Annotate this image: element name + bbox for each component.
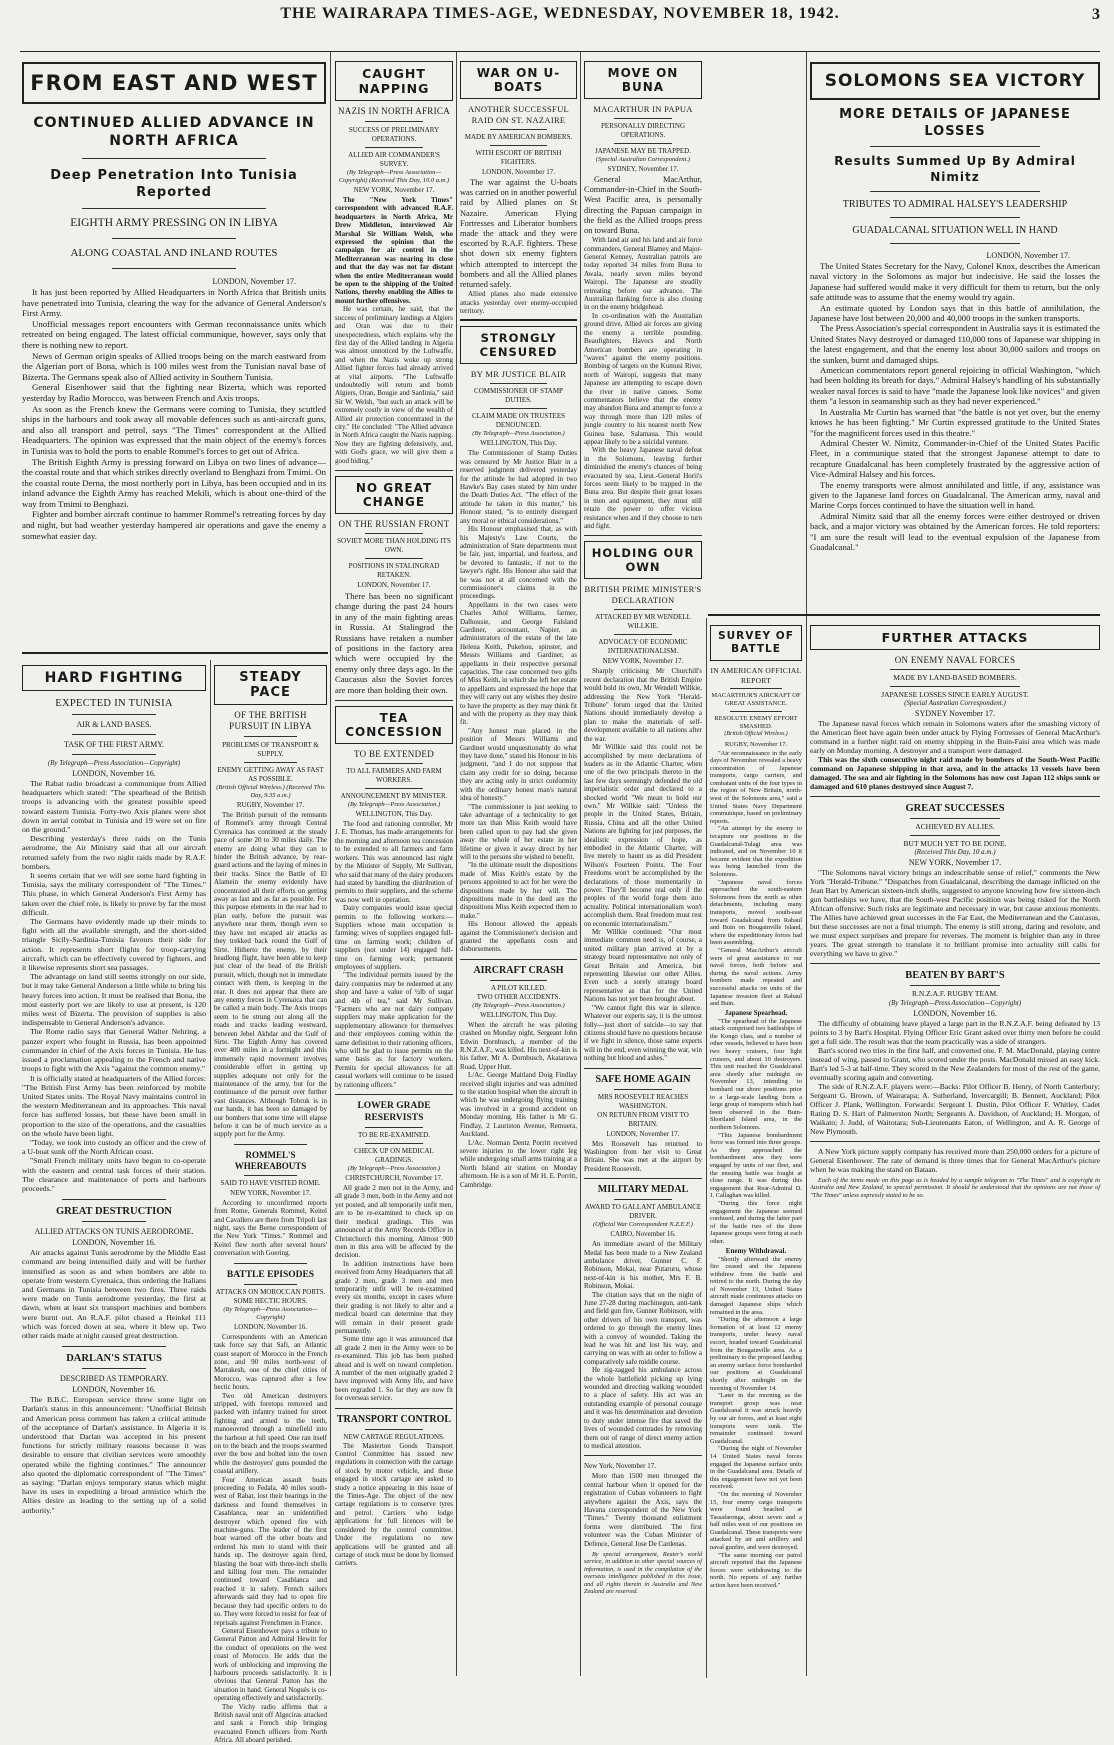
divider xyxy=(730,688,782,689)
deck: WITH ESCORT OF BRITISH FIGHTERS. xyxy=(475,149,562,166)
divider xyxy=(490,383,547,384)
headline-battle-episodes: BATTLE EPISODES xyxy=(226,1269,315,1280)
headline-military-medal: MILITARY MEDAL xyxy=(597,1184,689,1196)
divider xyxy=(730,711,782,712)
divider xyxy=(72,714,156,715)
divider xyxy=(72,754,156,755)
subhead-japanese-spearhead: Japanese Spearhead. xyxy=(724,1008,788,1017)
paragraph: "The individual permits issued by the dairy companies may be redeemed at any shop and have a value of ½lb of sugar and 4lb of tea," said Mr Sullivan. "Farmers who are not dairy company suppliers may make application for the supplementary allowance for themselves and their employees coming within the same definition to their rationing officers, who will be glad to issue permits on the same basis as for factory workers. Permits for special allowances for all casual workers will continue to be issued by rationing officers." xyxy=(335,971,453,1089)
paragraph: Four American assault boats proceeding to Fedala, 40 miles south-west of Rabat, lost their bearings in the darkness and found themselves in Casablanca, near an unidentified destroyer which opened fire with machine-guns. The leader of the first boat warned off the other boats and ordered his men to stand with their hands up. The destroyer again fired, blasting the boat with three-inch shells and killing four men. The remainder continued toward Casablanca and reached it in safety. French sailors afterwards said they had to open fire because they had specific orders to do so. They were forced to resist for fear of reprisals against Frenchmen in France. xyxy=(214,1475,327,1627)
divider xyxy=(82,1221,146,1222)
headline-safe-home-again: SAFE HOME AGAIN xyxy=(595,1073,691,1085)
paragraph: The United States Secretary for the Navy, Colonel Knox, describes the American naval victory in the Solomons as major but indecisive. He said the losses the Japanese had suffered would make it very difficult for them to return, but the only safe attitude was to assume that the enemy would try again. xyxy=(810,261,1100,303)
deck: EXPECTED IN TUNISIA xyxy=(55,698,173,709)
paragraph: The advantage on land still seems strongly on our side, but it may take General Anderson a little while to bring his heavy forces into action. It must be realised that Bona, the most easterly port we are likely to use at present, is 120 miles west of Bizerta. The provision of supplies is also indispensable to General Anderson's advance. xyxy=(22,972,206,1028)
headline-caught-napping: CAUGHT NAPPING xyxy=(335,61,453,101)
paragraph: Appellants in the two cases were Charles Athol Williams, farmer, Dalhousie, and George Falsland Gardiner, accountant, Napier, as administrators of the estate of the late Helena Keith, Pukehou, spinster, and Messrs Williams and Gardiner, as appellants in their respective personal capacities. The case concerned two gifts of Miss Keith, in which she left her estate to appellants and expressed the hope that they will carry out any wishes they desire to have the property as they may think fit and with the property as they may think fit. xyxy=(460,600,577,727)
divider xyxy=(810,796,1100,797)
paragraph: The British pursuit of the remnants of Rommel's army through Central Cyrenaica has continued at the steady pace of some 20 to 30 miles daily. The enemy are doing what they can to hinder the British advance, by rear-guard actions and the laying of mines in their tracks. Since the Battle of El Alamein the enemy evidently have concentrated all their efforts on getting away as fast and as far as possible. For this purpose elements in the rear had to plan early, before the pursuit was anywhere near them, though even so they have not escaped air attacks as they trekked back round the Gulf of Sirte. Hitherto the enemy, by their headlong flight, have been able to keep just clear of the head of the British pursuit, which, though not in immediate contact with them, is keeping in the rear. It does not appear that there are any enemy forces in Cyrenaica that can be called a main body. The Axis troops seem to be strung out along all the roads and tracks leading westward, between Jebel Akhdar and the Gulf of Sirte. The Eighth Army has covered over 400 miles in a fortnight and this immensely rapid movement involves considerable effort in getting up supplies adequate not only for the maintenance of the army, but for the continuance of the pursuit over further vast distances. Although Tobruk is in our hands, it has been so damaged by our bombers that some time will elapse before it can be of much service as a supply port for the Army. xyxy=(214,811,327,1139)
divider xyxy=(910,985,1000,986)
dateline: SYDNEY, November 17. xyxy=(607,165,679,173)
headline-holding-our-own: HOLDING OUR OWN xyxy=(584,541,702,579)
column-rule xyxy=(706,618,707,1678)
dateline: LONDON, November 16. xyxy=(913,1008,997,1018)
paragraph: "Any honest man placed in the position of Messrs Williams and Gardiner would unquestionably do what they have done," stated his Honour in his judgment, "and I do not suppose that claim any credit for so doing, because they are acting only in strict conformity with the ordinary honest man's natural idea of honesty." xyxy=(460,726,577,803)
paragraph: Air attacks against Tunis aerodrome by the Middle East command are being intensified daily and will be further intensified as soon as and when bombers are able to operate from western Cyrenaica, thus ordering the Italians and Germans in Tunisia between two fires. Three raids were made on Tunis aerodrome yesterday, the first at dawn, when at least six transport machines and bombers were burnt out. An R.A.F. pilot chased a Heinkel 111 which was forced down at sea, where it blew up. Two other raids made at night caused great destruction. xyxy=(22,1248,206,1340)
headline-hard-fighting: HARD FIGHTING xyxy=(22,665,206,691)
deck: BRITISH PRIME MINISTER'S DECLARATION xyxy=(584,584,702,606)
divider xyxy=(584,1455,702,1456)
divider xyxy=(82,208,266,209)
paragraph: The Masterton Goods Transport Control Committee has issued new regulations in connection with the cartage of stock by motor vehicle, and those engaged in stock cartage are asked to study a notice appearing in this issue of the Times-Age. The object of the new cartage regulations is to conserve tyres and petrol. Carriers who lodge applications for full licences will be considered by the control committee. Under the regulations no new applications will be granted and all cartage of stock must be done by licensed carriers. xyxy=(335,1441,453,1568)
story-war-on-uboats xyxy=(460,56,577,1678)
divider xyxy=(244,1175,297,1176)
divider xyxy=(62,1346,166,1347)
paragraph: News of German origin speaks of Allied troops being on the march eastward from the Algerian port of Bona, which is 100 miles west from the Tunisian naval base of Bizerta. The Germans speak also of Allied activity in Southern Tunisia. xyxy=(22,350,326,382)
dateline: NEW YORK, November 17. xyxy=(230,1188,311,1197)
deck-guadalcanal: GUADALCANAL SITUATION WELL IN HAND xyxy=(852,225,1058,236)
paragraph: Dairy companies would issue special permits to the following workers:—Suppliers whose main occupation is farming; wives of suppliers engaged full-time on farming work; children of suppliers (not under 14) engaged full-time on farming work; permanent employees of suppliers. xyxy=(335,904,453,971)
dateline: WELLINGTON, This Day. xyxy=(480,1010,557,1019)
credit: (By Telegraph—Press Association.) xyxy=(472,430,565,438)
divider xyxy=(365,558,423,559)
divider xyxy=(490,408,547,409)
dateline: RUGBY, November 17. xyxy=(724,740,788,748)
column-rule xyxy=(580,52,581,1676)
deck: ATTACKED BY MR WENDELL WILLKIE. xyxy=(595,613,691,631)
paragraph: He zig-zagged his ambulance across the whole battlefield picking up lying wounded and directing walking wounded to a place of safety. His act was an outstanding example of personal courage and it was his determination and devotion to duty under intense fire that saved the lives of wounded comrades by removing them out of range of direct enemy action to medical attention. xyxy=(584,1366,702,1450)
divider xyxy=(335,470,453,471)
divider xyxy=(365,788,423,789)
credit: (Received This Day, 10 a.m.) xyxy=(914,848,996,856)
headline-rommels-whereabouts: ROMMEL'S WHEREABOUTS xyxy=(234,1149,307,1171)
paragraph: In co-ordination with the Australian ground drive, Allied air forces are giving the enemy a terrible pounding. Beaufighters, Havocs and North American bombers are operating in "waves" against the enemy positions. Bombing of targets on the Kumusi River, north of Wairopi, suggests that many Japanese are attempting to escape down the river in native canoes. Some commentators believe that the enemy may abandon Buna and attempt to force a way through more than 120 miles of jungle country to his nearest north New Guinea base, Salamaua. This would appear likely to be a suicidal venture. xyxy=(584,311,702,446)
deck: TO ALL FARMERS AND FARM WORKERS. xyxy=(346,767,442,785)
deck: NAZIS IN NORTH AFRICA xyxy=(337,106,450,116)
divider xyxy=(365,1143,423,1144)
paragraph: "On the morning of November 15, four enemy cargo transports were found beached at Tassafaronga, about seven and a half miles west of our positions on Guadalcanal. These transports were attacked by air and artillery and naval gunfire, and were destroyed. xyxy=(710,1490,802,1552)
divider xyxy=(614,143,672,144)
paragraph: "The same morning our patrol aircraft reported that the Japanese forces were withdrawing to the north. No reports of any further action have been received." xyxy=(710,1551,802,1590)
story-further-attacks xyxy=(810,620,1100,1678)
credit: (Special Australian Correspondent.) xyxy=(904,699,1006,707)
deck: TO BE RE-EXAMINED. xyxy=(357,1131,430,1140)
deck: MRS ROOSEVELT REACHES WASHINGTON. xyxy=(597,1092,689,1110)
paragraph: "During the afternoon a large formation of at least 12 enemy transports, under heavy naval escort, headed toward Guadalcanal from the Bougainville area. As a preliminary to the proposed landing an enemy surface force bombarded our positions at Guadalcanal shortly after midnight on the morning of November 14. xyxy=(710,1316,802,1392)
deck: SOVIET MORE THAN HOLDING ITS OWN. xyxy=(337,537,451,554)
paragraph: "General MacArthur's aircraft were of great assistance to our naval forces, both before and during the naval actions. Army bombers made repeated and successful attacks on units of the Japanese invasion fleet at Rabaul and Buin. xyxy=(710,946,802,1008)
story-solomons-sea-victory xyxy=(810,56,1100,616)
deck: SAID TO HAVE VISITED ROME. xyxy=(220,1178,321,1187)
dateline: SYDNEY November 17. xyxy=(915,709,995,718)
paragraph: The Germans have evidently made up their minds to fight with all the available strength, and the short-sided triangle Sicily-Sardinia-Tunisia favours their side for action. It represents short flights for troop-carrying aircraft, which can be effectively covered by fighters, and it likewise represents short sea passages. xyxy=(22,917,206,973)
divider xyxy=(244,1284,297,1285)
deck: ATTACKS ON MOROCCAN PORTS. xyxy=(215,1287,326,1296)
page-number: 3 xyxy=(1092,6,1100,23)
credit: (By Telegraph—Press Association—Copyright) (Received This Day, 10.0 a.m.) xyxy=(338,169,450,184)
deck: ON RETURN FROM VISIT TO BRITAIN. xyxy=(597,1110,689,1128)
headline-great-successes: GREAT SUCCESSES xyxy=(905,803,1005,814)
deck: ADVOCACY OF ECONOMIC INTERNATIONALISM. xyxy=(598,638,688,656)
divider xyxy=(234,1144,307,1145)
dateline: LONDON, November 17. xyxy=(606,1129,680,1138)
deck: TWO OTHER ACCIDENTS. xyxy=(476,992,561,1001)
divider xyxy=(584,535,702,536)
paragraph: "During the night of November 14 United States naval forces engaged the Japanese surface units in the Guadalcanal area. Details of this engagement have not yet been received. xyxy=(710,1445,802,1491)
story-survey-of-battle xyxy=(710,620,802,1678)
dateline: WELLINGTON, This Day. xyxy=(480,439,557,448)
paragraph: With land air and his land and air force commanders, General Blamey and Major-General Kenney, Australian patrols are today reported 34 miles from Buna to Awala, nearly seven miles beyond Wairopi. The Japanese are steadily retreating before our advance. The Australian flanking force is also closing in on the enemy bridgehead. xyxy=(584,236,702,312)
paragraph: "During this force night engagement the Japanese seemed confused, and during the latter part of the battle two of the three Japanese groups were firing at each other. xyxy=(710,1199,802,1245)
paragraph: The "New York Times" correspondent with advanced R.A.F. headquarters in North Africa, Mr Drew Middleton, interviewed Air Marshal Sir William Welsh, who expressed the opinion that the campaign for air control in the Mediterranean was nearing its close and that the day was not far distant when the entire Mediterranean would be open to the shipping of the United Nations, thereby enabling the Allies to mount further offensives. xyxy=(335,196,453,305)
paragraph: The British Eighth Army is pressing forward on Libya on two lines of advance—the coastal route and that which strikes directly overland to Benghazi from Tmimi. On the coastal route Derna, the most northerly port in Libya, has been occupied and in its inland advance the Eighth Army has reached Mekili, which is about one-third of the way from Tmimi to Benghazi. xyxy=(22,456,326,509)
paragraph: American commentators report general rejoicing in official Washington, "which had been holding its breath for days." Admiral Halsey's handling of his substantially weaker naval forces is said to have "made the Japanese look like novices" and given them "a lesson in seamanship such as they had never experienced." xyxy=(810,365,1100,407)
paragraph: In addition instructions have been received from Army Headquarters that all grade 2 men, grade 3 men and men temporarily unfit will be re-examined every six months, except in cases where their grading is not likely to alter and a medical board can determine that they will remain in their present grade permanently. xyxy=(335,1259,453,1335)
paragraph: As soon as the French knew the Germans were coming to Tunisia, they scuttled ships in the harbours and took away all movable defences such as anti-aircraft guns, and also all transport and petrol, says "The Times" correspondent at the Allied Headquarters. The opinion was expressed that the main object of the enemy's forces in Tunisia was to hold the ports to enable Rommel's forces to get out of Africa. xyxy=(22,403,326,456)
deck: PROBLEMS OF TRANSPORT & SUPPLY. xyxy=(222,741,319,758)
paragraph: The Rome radio says that General Walter Nehring, a panzer expert who fought in Russia, has been appointed commander in chief of the Axis forces in Tunisia. He has issued a proclamation appealing to the French and native troops to fight with the Axis "against the common enemy." xyxy=(22,1027,206,1074)
dateline: CAIRO, November 16. xyxy=(610,1230,676,1239)
divider xyxy=(365,1127,423,1128)
story-hard-fighting xyxy=(22,660,206,1678)
deck: ALLIED AIR COMMANDER'S SURVEY. xyxy=(348,151,440,168)
credit: (By Telegraph—Press Association—Copyright) xyxy=(888,998,1022,1007)
deck: TASK OF THE FIRST ARMY. xyxy=(63,740,165,749)
dateline: CHRISTCHURCH, November 17. xyxy=(345,1174,443,1183)
paragraph: Fighter and bomber aircraft continue to hammer Rommel's retreating forces by day and night, but bad weather yesterday hampered air operations and gave the enemy a somewhat easier day. xyxy=(22,509,326,541)
paragraph: "The spearhead of the Japanese attack comprised two battleships of the Kongo class, and a number of other vessels, believed to have been two heavy cruisers, four light cruisers, and about 10 destroyers. This unit reached the Guadalcanal area shortly after midnight on November 13, intending to bombard our shore positions prior to a large-scale landing from a large group of transports which had been observed in the Buin-Shortland Island area, in the northern Solomons. xyxy=(710,1017,802,1131)
paragraph: "This Japanese bombardment force was formed into three groups. As they approached the bombardment area they were engaged by units of our fleet, and the ensuing battle was fought at close range. It was during this engagement that Rear-Admiral D. J. Callaghan was killed. xyxy=(710,1131,802,1200)
divider xyxy=(490,129,547,130)
divider xyxy=(910,818,1000,819)
paragraph: It seems certain that we will see some hard fighting in Tunisia, says the military correspondent of "The Times." This phase, in which General Anderson's First Army has taken over the chief role, is likely to prove by far the most difficult. xyxy=(22,871,206,917)
deck: MADE BY AMERICAN BOMBERS. xyxy=(464,133,573,141)
subhead-enemy-withdrawal: Enemy Withdrawal. xyxy=(725,1246,787,1255)
story-caught-napping xyxy=(335,56,453,1678)
divider xyxy=(810,1141,1100,1142)
credit: (Official War Correspondent N.Z.E.F.) xyxy=(593,1221,693,1229)
paragraph: The Rabat radio broadcast a communique from Allied headquarters which stated: "The spearhead of the British troops is advancing with the greatest possible speed toward eastern Tunisia. Forty-two Axis planes were shot down in aerial combat in Tunisia and 19 were set on fire on the ground." xyxy=(22,779,206,835)
divider xyxy=(22,652,328,654)
headline-allied-advance: CONTINUED ALLIED ADVANCE IN NORTH AFRICA xyxy=(33,115,315,149)
divider xyxy=(810,963,1100,964)
column-rule xyxy=(806,52,807,1676)
deck: POSITIONS IN STALINGRAD RETAKEN. xyxy=(348,562,440,579)
headline-japanese-losses: MORE DETAILS OF JAPANESE LOSSES xyxy=(839,107,1071,139)
dateline: LONDON, November 16. xyxy=(72,769,156,778)
divider xyxy=(890,243,1020,244)
paragraph: The Press Association's special correspondent in Australia says it is estimated the United States Navy destroyed or damaged 110,000 tons of Japanese war shipping in the latest engagement, and that the enemy lost about 30,000 sailors and troops on the sunken, burnt and damaged ships. xyxy=(810,323,1100,365)
paragraph: General Eisenhower pays a tribute to General Patton and Admiral Hewitt for the conduct of operations on the west coast of Morocco. He adds that the work of unblocking and improving the harbours proceeds satisfactorily. It is obvious that General Patton has the situation in hand. General Noguès is co-operating effectively and satisfactorily. xyxy=(214,1626,327,1703)
dateline: New York, November 17. xyxy=(584,1462,656,1471)
paragraph: General MacArthur, Commander-in-Chief in the South-West Pacific area, is personally directing the Papuan campaign in the field as the Allied troops press on toward Buna. xyxy=(584,175,702,236)
paragraph: Mr Willkie said this could not be accomplished by mere declarations of leaders as in the Atlantic Charter, when one of the two principals thereto in the last few days seemingly defended the old imperialistic order and declared to a shocked world "We mean to hold our own." Mr Willkie said: "Unless the people in the United States, Britain, Russia, China and all the other United Nations are fighting for just purposes, the idealistic expression of hope, as embodied in the Atlantic Charter, will live merely to haunt us as did President Wilson's Fourteen Points. The Four Freedoms won't be accomplished by the declarations of those momentarily in power. They'll become real only if the peoples of the world forge them into actuality. Political internationalism won't accomplish them. Real freedom must rest on economic internationalism." xyxy=(584,743,702,928)
paragraph: There has been no significant change during the past 24 hours in any of the main fighting areas in Russia. At Stalingrad the Russians have retaken a number of positions in the factory area which were occupied by the enemy only three days ago. In the Caucasus also the Soviet forces are more than holding their own. xyxy=(335,591,453,695)
masthead xyxy=(20,6,1100,52)
deck: AIR & LAND BASES. xyxy=(76,720,152,729)
dateline: LONDON, November 17. xyxy=(357,581,431,589)
paragraph: He was certain, he said, that the success of preliminary landings at Algiers and Oran was due to their unexpectedness, which explains why the first day of the Allied landing in Algeria was almost unnoticed by the Luftwaffe, and when the Nazis woke up strong Allied fighter forces had already arrived at vital airports. "The Luftwaffe undoubtedly will return and bomb Algiers, Oran, Bougie and Sardinia," said Sir W. Welsh, "but such an attack will be extremely costly in view of the wealth of Allied air protection concentrated in the city." He concluded: "The Allied advance in North Africa caught the Nazis napping. Now they are fighting defensively, and, with God's grace, we will give them a good hiding." xyxy=(335,305,453,465)
headline-survey-of-battle: SURVEY OF BATTLE xyxy=(710,625,802,661)
paragraph: His Honour allowed the appeals against the Commissioner's decision and granted the appellants costs and disbursements. xyxy=(460,920,577,954)
deck: R.N.Z.A.F. RUGBY TEAM. xyxy=(911,989,999,998)
divider xyxy=(82,1368,146,1369)
divider xyxy=(910,835,1000,836)
deck: ENEMY GETTING AWAY AS FAST AS POSSIBLE. xyxy=(217,766,324,783)
credit: (By Telegraph—Press Association—Copyright) xyxy=(223,1305,318,1321)
paragraph: A New York picture supply company has received more than 250,000 orders for a picture of General Eisenhower. The rate of demand is three times that for General MacArthur's picture when he was making the stand on Bataan. xyxy=(810,1146,1100,1174)
paragraph: "Shortly afterward the enemy fire ceased and the Japanese withdrew from the battle and retired to the north. During the day of November 13, United States aircraft made continuous attacks on damaged Japanese ships which remained in the area. xyxy=(710,1255,802,1316)
column-rule xyxy=(330,52,331,1676)
paragraph: The citation says that on the night of June 27-28 during machinegun, anti-tank and field gun fire, Gunner Robinson, with other drivers of his own transport, was ordered to go through the enemy lines with a convoy of wounded. Taking the lead he was hit and lost his way, and carrying on was with an order to follow a comparatively safe middle course. xyxy=(584,1290,702,1366)
headline-tea-concession: TEA CONCESSION xyxy=(335,706,453,744)
deck: RESOLUTE ENEMY EFFORT SMASHED. xyxy=(714,715,798,730)
deck: CLAIM MADE ON TRUSTEES DENOUNCED. xyxy=(471,412,565,430)
divider xyxy=(365,121,423,122)
credit: (By Telegraph—Press Association—Copyright) xyxy=(47,759,181,767)
paragraph: "The commissioner is just seeking to take advantage of a technicality to get more tax than Miss Keith would have been called upon to pay had she given away the whole of her estate in her lifetime or given it away direct by her will to the persons she wished to benefit. xyxy=(460,802,577,861)
divider xyxy=(870,146,1040,147)
paragraph: According to unconfirmed reports from Rome, Generals Rommel, Keitel and Cavallero are there from Tripoli last night, says the Berne correspondent of the New York "Times." Rommel and Keitel flew north after several hours' conversation with Goering. xyxy=(214,1198,327,1258)
paragraph: L/Ac. Norman Dentz Porritt received severe injuries to the lower right leg while undergoing small arms training at a North Island air station on Monday afternoon. He is a son of Mr H. E. Porritt, Cambridge. xyxy=(460,1138,577,1189)
dateline: LONDON, November 17. xyxy=(212,277,296,286)
divider xyxy=(584,1068,702,1069)
paragraph: An immediate award of the Military Medal has been made to a New Zealand ambulance driver, Gunner C. F. Robinson, Mokai, near Putaruru, whose next-of-kin is his mother, Mrs F. B. Robinson, Mokai. xyxy=(584,1240,702,1291)
paragraph: L/Ac. George Maitland Doig Findlay received slight injuries and was admitted to the station hospital when the aircraft in which he was undergoing flying training was involved in a ground accident on Monday morning. His father is Mr G. Findlay, 2 Lauriston Avenue, Remuera, Auckland. xyxy=(460,1071,577,1139)
story-from-east-and-west xyxy=(22,56,326,656)
paragraph: The B.B.C. European service threw some light on Darlan's status in this announcement: "Unofficial British and American press comment has taken a critical attitude of the acceptance of Darlan's assistance. In Algeria it is understood that Darlan was accepted in his present functions for strictly military reasons because it was desirable to ensure that civilian services were smoothly operated while the fighting continues." The announcer also quoted the diplomatic correspondent of "The Times" as saying: "Darlan enjoys temporary status which might have its uses in expediting a broad armistice which the Allies desire as leading to the setting up of a solid authority." xyxy=(22,1395,206,1515)
divider xyxy=(614,634,672,635)
story-steady-pace xyxy=(214,660,327,1745)
divider xyxy=(708,614,1100,616)
paragraph: General Eisenhower said that the fighting near Bizerta, which was reported yesterday by Radio Morocco, was between French and Axis troops. xyxy=(22,382,326,403)
deck-coastal-routes: ALONG COASTAL AND INLAND ROUTES xyxy=(70,247,278,259)
deck: ANOTHER SUCCESSFUL RAID ON ST. NAZAIRE xyxy=(467,104,570,125)
divider xyxy=(244,736,297,737)
paragraph: Allied planes also made extensive attacks yesterday over enemy-occupied territory. xyxy=(460,290,577,316)
paragraph: More than 1500 men thronged the central harbour when it opened for the registration of Cuban volunteers to fight anywhere against the Axis, says the Havana correspondent of the New York "Times." Twenty thousand enlistment forms were distributed. The first volunteer was the Cuban Minister of Defence, General Jose De Cardenas. xyxy=(584,1472,702,1548)
deck: ON ENEMY NAVAL FORCES xyxy=(894,655,1016,665)
paragraph: Unofficial messages report encounters with German reconnaissance units which retreated on being engaged. The latest official communique, however, says only that there is nothing new to report. xyxy=(22,318,326,350)
paragraph: Some time ago it was announced that all grade 2 men in the Army were to be re-examined. This job has been pushed ahead and is well on toward completion. A number of the men originally graded 2 have improved with Army life, and have been regraded 1. So far they are now fit for overseas service. xyxy=(335,1335,453,1403)
paragraph: An estimate quoted by London says that in this battle of annihilation, the Japanese have lost between 20,000 and 40,000 troops in the sunken transports. xyxy=(810,302,1100,324)
paragraph: In Australia Mr Curtin has warned that "the battle is not yet over, but the enemy knows he has been fighting." Mr Curtin expressed gratitude to the United States "for the magnificent forces used in this theatre." xyxy=(810,406,1100,438)
deck: JAPANESE LOSSES SINCE EARLY AUGUST. xyxy=(881,689,1029,699)
divider xyxy=(82,158,266,159)
divider xyxy=(365,1429,423,1430)
banner-solomons-sea-victory: SOLOMONS SEA VICTORY xyxy=(810,62,1100,100)
paragraph: "An attempt by the enemy to recapture our positions in the Guadalcanal-Tulagi area was indicated, and on November 10 it became evident that the expedition was being launched from the Solomons. xyxy=(710,825,802,878)
divider xyxy=(335,1094,453,1095)
deck-halsey-leadership: TRIBUTES TO ADMIRAL HALSEY'S LEADERSHIP xyxy=(842,199,1068,210)
credit: (By Telegraph—Press Association.) xyxy=(347,801,441,809)
column-rule xyxy=(456,52,457,1676)
divider xyxy=(335,700,453,701)
paragraph: It has just been reported by Allied Headquarters in North Africa that British units have penetrated into Tunisia, clearing the way for the advance of General Anderson's First Army. xyxy=(22,287,326,319)
paragraph: The enemy transports were almost annihilated and little, if any, assistance was given to the Japanese land forces on Guadalcanal. The American army, naval and Marine Corps forces continued to have the situation well in hand. xyxy=(810,479,1100,511)
deck: PERSONALLY DIRECTING OPERATIONS. xyxy=(600,122,685,139)
credit: (By Telegraph—Press Association.) xyxy=(347,1165,441,1173)
headline-great-destruction: GREAT DESTRUCTION xyxy=(55,1206,172,1218)
paragraph: The war against the U-boats was carried on in another powerful raid by Allied planes on St Nazaire. American Flying Fortresses and Liberator bombers made the attack and they were escorted by R.A.F. fighters. These shot down six enemy fighters which attempted to intercept the bombers and all the Allied planes returned safely. xyxy=(460,178,577,290)
paragraph: The Vichy radio affirms that a British naval unit off Algeciras attacked and sank a French ship bringing evacuated French officers from North Africa. All aboard perished. xyxy=(214,1702,327,1745)
footnote: Each of the items made on this page as is headed by a sample telegram to "The Times" and is copyright in Australia and New Zealand, to special permission. It should be understood that the opinions are not those of "The Times" unless expressly stated to be so. xyxy=(810,1176,1100,1199)
masthead-title: THE WAIRARAPA TIMES-AGE, WEDNESDAY, NOVEMBER 18, 1942. xyxy=(280,5,840,22)
deck: ACHIEVED BY ALLIES. xyxy=(915,822,995,831)
dateline: LONDON, November 16. xyxy=(233,1322,308,1331)
divider xyxy=(460,959,577,960)
paragraph: The Commissioner of Stamp Duties was censured by Mr Justice Blair in a reserved judgment delivered yesterday for the attitude he had adopted in two Hawke's Bay cases stated by him under the Death Duties Act. "The effect of the attitude he taken in this matter," his Honour stated, "is to entirely disregard any moral or ethical considerations." xyxy=(460,449,577,525)
column-rule xyxy=(210,660,211,1676)
deck-eighth-army: EIGHTH ARMY PRESSING ON IN LIBYA xyxy=(70,217,278,229)
subhead-admiral-nimitz: Results Summed Up By Admiral Nimitz xyxy=(834,154,1076,184)
paragraph: It is officially stated at headquarters of the Allied forces: "The British First Army has been reinforced by mobile United States units. The Royal Navy maintains control in the western Mediterranean and its approaches. This naval force has suffered losses, but these have been small in proportion to the size of the operations, and the casualties on the whole have been light. xyxy=(22,1073,206,1138)
paragraph: Mrs Roosevelt has returned to Washington from her visit to Great Britain. She was met at the airport by President Roosevelt. xyxy=(584,1139,702,1173)
dateline: NEW YORK, November 17. xyxy=(908,858,1002,867)
deck: A PILOT KILLED. xyxy=(491,983,546,992)
paragraph: When the aircraft he was piloting crashed on Monday night, Sergeant John Edwin Dornbusch, a member of the R.N.Z.A.F., was killed. His next-of-kin is his father, Mr A. Dornbusch, Akatarawa Road, Upper Hutt. xyxy=(460,1020,577,1071)
deck: TO BE EXTENDED xyxy=(353,749,435,760)
deck: BY MR JUSTICE BLAIR xyxy=(470,369,567,380)
deck: BUT MUCH YET TO BE DONE. xyxy=(903,838,1007,848)
deck: IN AMERICAN OFFICIAL REPORT xyxy=(710,666,802,685)
deck: ANNOUNCEMENT BY MINISTER. xyxy=(340,792,448,801)
dateline: LONDON, November 17. xyxy=(986,251,1070,260)
divider xyxy=(234,1263,307,1264)
divider xyxy=(244,762,297,763)
divider xyxy=(365,147,423,148)
divider xyxy=(365,763,423,764)
deck: ALLIED ATTACKS ON TUNIS AERODROME. xyxy=(34,1227,194,1237)
banner-from-east-and-west: FROM EAST AND WEST xyxy=(22,62,326,104)
headline-no-great-change: NO GREAT CHANGE xyxy=(335,476,453,514)
credit: (By Telegraph—Press Association.) xyxy=(472,1001,565,1009)
deck: SOME HECTIC HOURS. xyxy=(233,1296,308,1305)
paragraph: The side of R.N.Z.A.F. players were:—Backs: Pilot Officer B. Henry, of North Canterbury; Sergeant G. Brown, of Wairarapa; A. Sutherland, Invercargill; B. Bennett, Auckland; Pilot Officer J. Plank, Wellington. Forwards: Sergeant I. Dustin, Pilot Officer F. Whitley, Cadet Rating D. S. Hart of Palmerston North; Sergeants A. Davidson, of Auckland; H. Morgan, of Waikato; J. Judd, of Waitotara; Sub-Lieutenants Eaton, of Wellington, and A. R. George of New Plymouth. xyxy=(810,1081,1100,1136)
divider xyxy=(870,191,1040,192)
deck: COMMISSIONER OF STAMP DUTIES. xyxy=(474,387,563,405)
divider xyxy=(890,669,1020,670)
deck: JAPANESE MAY BE TRAPPED. xyxy=(595,147,691,155)
divider xyxy=(490,980,547,981)
paragraph: Two old American destroyers stripped, with foretops removed and packed with infantry trained for street fighting and armed to the teeth, manoeuvred through a minefield into the harbour at full speed. One ran itself on to the beach and the troops swarmed over the bow and bolted into the town while the destroyers' guns pounded the coastal artillery. xyxy=(214,1391,327,1476)
credit: (Special Australian Correspondent.) xyxy=(595,156,691,163)
deck: MACARTHUR'S AIRCRAFT OF GREAT ASSISTANCE. xyxy=(711,692,801,707)
paragraph: Correspondents with an American task force say that Safi, an Atlantic coast seaport of Morocco in the French zone, and 90 miles north-west of Marrakesh, one of the chief cities of Morocco, was captured after a few hectic hours. xyxy=(214,1332,327,1392)
deck: SUCCESS OF PRELIMINARY OPERATIONS. xyxy=(348,126,440,143)
dateline: LONDON, November 16. xyxy=(72,1238,156,1248)
paragraph: "We cannot fight this war in silence. Whatever our experts say, it is the utmost folly—just short of suicide—to say that citizens should have no questions because if we fight in silence, those same experts will in the end, even winning the war, win nothing but blood and ashes." xyxy=(584,1003,702,1063)
paragraph: The difficulty of obtaining leave played a large part in the R.N.Z.A.F. being defeated by 13 points to 3 by Bart's Hospital. Flying Officer Eric Grant asked over thirty men before he could get a full side. The result was that the team practically was a side of strangers. xyxy=(810,1018,1100,1046)
paragraph: Mr Willkie continued: "Our most immediate common need is, of course, a united military plan arrived at by a strategy board representative not only of Great Britain and America, but representing likewise our other Allies. Even such a sorely strategy board representative as that for the United Nations has not yet been brought about. xyxy=(584,928,702,1004)
divider xyxy=(365,533,423,534)
deck: MADE BY LAND-BASED BOMBERS. xyxy=(893,673,1017,682)
paragraph: Sharply criticising Mr Churchill's recent declaration that the British Empire would hold its own, Mr Wendell Willkie, addressing the New York "Herald-Tribune" forum urged that the United Nations should immediately develop a plan to make the materials of self-development available to all nations after the war. xyxy=(584,667,702,743)
divider xyxy=(614,1199,672,1200)
dateline: WELLINGTON, This Day. xyxy=(355,810,433,819)
divider xyxy=(62,1199,166,1200)
credit: (British Official Wireless.) xyxy=(724,731,788,737)
headline-steady-pace: STEADY PACE xyxy=(214,665,327,705)
divider xyxy=(72,734,156,735)
paragraph: "Air reconnaissance in the early days of November revealed a heavy concentration of Japanese transports, cargo carriers, and combatant units of the four types in the region of New Britain, north-west of the Solomons area," said a United States Navy Department communique, based on preliminary reports. xyxy=(710,749,802,825)
divider xyxy=(614,609,672,610)
dateline: RUGBY, November 17. xyxy=(236,801,305,809)
divider xyxy=(490,145,547,146)
divider xyxy=(112,268,236,269)
divider xyxy=(890,217,1020,218)
headline-strongly-censured: STRONGLY CENSURED xyxy=(460,326,577,364)
headline-war-on-uboats: WAR ON U-BOATS xyxy=(460,61,577,99)
deck: MACARTHUR IN PAPUA xyxy=(593,104,693,114)
divider xyxy=(890,686,1020,687)
paragraph: "Japanese naval forces approached the south-eastern Solomons from the north as other detachments, including many transports, moved south-east toward Guadalcanal from Rabaul and Buin on Bougainville Island, where the expeditionary forces had been assembling. xyxy=(710,878,802,947)
deck: ON THE RUSSIAN FRONT xyxy=(338,519,450,529)
paragraph: The food and rationing controller, Mr J. E. Thomas, has made arrangements for the morning and afternoon tea concession to be extended to all farmers and farm workers. This was announced last night by the Minister of Supply, Mr Sullivan, who said that many of the dairy producers had stated by handling the distribution of permits to their suppliers, and the scheme was now well in operation. xyxy=(335,820,453,904)
headline-beaten-by-barts: BEATEN BY BART'S xyxy=(905,970,1005,981)
divider xyxy=(614,1089,672,1090)
deck: OF THE BRITISH PURSUIT IN LIBYA xyxy=(229,710,312,731)
credit: (British Official Wireless.) (Received This Day, 9.35 a.m.) xyxy=(216,784,325,799)
paragraph: Describing yesterday's three raids on the Tunis aerodrome, the Air Ministry said that all our aircraft returned safely from the two night raids made by R.A.F. bombers. xyxy=(22,834,206,871)
divider xyxy=(460,319,577,321)
subhead-deep-penetration: Deep Penetration Into Tunisia Reported xyxy=(50,168,298,200)
paragraph: "Small French military units have begun to co-operate with the eastern and central task forces of their station. The clearance and maintenance of ports and harbours proceeds." xyxy=(22,1156,206,1193)
deck: NEW CARTAGE REGULATIONS. xyxy=(343,1432,445,1441)
headline-lower-grade-reservists: LOWER GRADE RESERVISTS xyxy=(357,1101,431,1124)
paragraph: This was the sixth consecutive night raid made by bombers of the South-West Pacific command on Japanese shipping in that area, and in the attacks 13 vessels have been damaged. The sea and air fighting in the Solomons has now cost Japan 112 ships sunk or damaged and 610 planes destroyed since August 7. xyxy=(810,755,1100,791)
divider xyxy=(614,118,672,119)
paragraph: With the heavy Japanese naval defeat in the Solomons, leaving further diminished the enemy's chances of being evacuated by sea, Lieut.-General Horii's forces seem likely to be trapped in the Buna area. But despite their great losses in men and equipment, they must still retain the power to offer vicious resistance when and if they choose to turn and fight. xyxy=(584,446,702,531)
deck: AWARD TO GALLANT AMBULANCE DRIVER. xyxy=(584,1203,702,1221)
paragraph: "In the ultimate result the dispositions made of Miss Keith's estate by the persons appointed to act for her were the dispositions made by her will. The dispositions made in the deed are the dispositions Miss Keith expected them to make." xyxy=(460,861,577,920)
deck: CHECK UP ON MEDICAL GRADINGS. xyxy=(354,1147,434,1165)
divider xyxy=(584,1178,702,1179)
paragraph: Bart's scored two tries in the first half, and converted one. F. M. MacDonald, playing centre instead of wing, passed to Grant, who scored under the posts. MacDonald missed an easy kick. Bart's led 5-3 at half-time. They scored in the New Zealanders for most of the rest of the game, eventually scoring again and converting. xyxy=(810,1045,1100,1082)
headline-aircraft-crash: AIRCRAFT CRASH xyxy=(473,964,564,976)
dateline: LONDON, November 16. xyxy=(72,1385,156,1395)
paragraph: The Japanese naval forces which remain in Solomons waters after the smashing victory of the American fleet have again been under attack by Flying Fortresses of General MacArthur's command in a further night raid on enemy shipping in the Buin-Faisi area which was made early on Monday morning. A destroyer and a transport were damaged. xyxy=(810,719,1100,755)
paragraph: "The Solomons naval victory brings an indescribable sense of relief," comments the New York "Herald-Tribune." "Dispatches from Guadalcanal, describing the damage inflicted on the Jean Bart by American sixteen-inch shells, suggested to anyone knowing how few sixteen-inch gun battleships we have, that the South-west Pacific position was being risked for the North African offensive. Such risks are legitimate and necessary in war, but cause anxious moments. The Allies have achieved great successes in the Far East, the Mediterranean and the Caucasus, but these successes are not a final triumph. The enemy is still strong, daring and resolute, and we must expect surprises and prepare for reverses. The moment is brighter than any in three years. The great strength to translate it to brilliant promise into actuality still calls for everything we have to give." xyxy=(810,868,1100,958)
dateline: NEW YORK, November 17. xyxy=(353,186,435,194)
story-move-on-buna xyxy=(584,56,702,1678)
paragraph: "Today, we took into custody an officer and the crew of a U-boat sunk off the North African coast. xyxy=(22,1137,206,1157)
headline-move-on-buna: MOVE ON BUNA xyxy=(584,61,702,99)
divider xyxy=(335,1408,453,1409)
paragraph: Admiral Chester W. Nimitz, Commander-in-Chief of the United States Pacific Fleet, in a communique stated that the strongest Japanese attempt to date to recapture Guadalcanal has been completely frustrated by the aggressive action of Vice-Admiral Halsey and his forces. xyxy=(810,437,1100,480)
divider xyxy=(112,238,236,239)
paragraph: Admiral Nimitz said that all the enemy forces were either destroyed or driven back, and a major victory was obtained by the American forces. He told reporters: "I am sure the result will lead to the eventual expulsion of the Japanese from Guadalcanal." xyxy=(810,510,1100,552)
paragraph: All grade 2 men not in the Army, and all grade 3 men, both in the Army and not yet posted, and all temporarily unfit men, are to be re-examined to check up on their medical gradings. This was announced at the Army Records Office in Christchurch this morning. Almost 900 men in this area will be affected by the decision. xyxy=(335,1184,453,1260)
headline-darlans-status: DARLAN'S STATUS xyxy=(66,1353,162,1365)
headline-transport-control: TRANSPORT CONTROL xyxy=(336,1413,452,1425)
dateline: LONDON, November 17. xyxy=(481,168,556,176)
dateline: NEW YORK, November 17. xyxy=(602,657,684,666)
deck: DESCRIBED AS TEMPORARY. xyxy=(60,1374,168,1384)
paragraph: His Honour emphasised that, as with his Majesty's Law Courts, the administration of State departments must be fair, just, impartial, and fearless, and be devoted to fantastic, if not to the lawyer's right. His Honour also said that he was not at all concerned with the commissioner's claims in the proceedings. xyxy=(460,525,577,601)
paragraph: "Later in the morning as the transport group was near Guadalcanal it was struck heavily by our air forces, and at least eight transports were sunk. The remainder continued toward Guadalcanal. xyxy=(710,1392,802,1445)
footnote: By special arrangement, Reuter's world service, in addition to other special sources of information, is used in the compilation of the overseas intelligence published in this issue, and all rights therein in Australia and New Zealand are reserved. xyxy=(584,1550,702,1595)
headline-further-attacks: FURTHER ATTACKS xyxy=(810,625,1100,650)
